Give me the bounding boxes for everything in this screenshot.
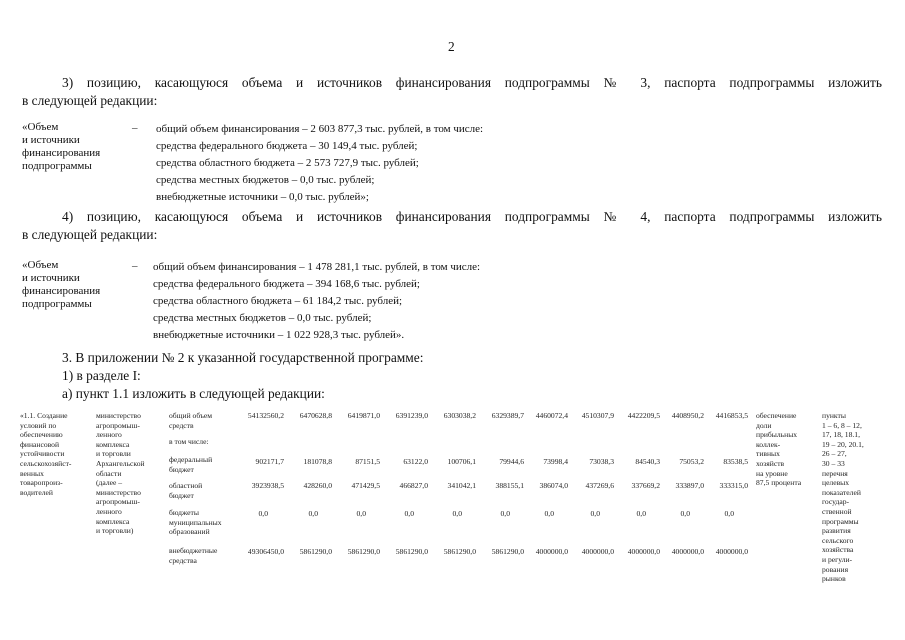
table-cell: 4000000,0	[715, 547, 748, 556]
table-cell: 4000000,0	[581, 547, 614, 556]
table-cell: 54132560,2	[247, 411, 284, 420]
cell-text: средства	[169, 555, 197, 565]
cell-text: 1 – 6, 8 – 12,	[822, 420, 862, 430]
cell-text: рынков	[822, 574, 846, 584]
cell-text: государ-	[822, 497, 850, 507]
table-cell: 5861290,0	[491, 547, 524, 556]
table-cell: 902171,7	[255, 457, 284, 466]
label-line: подпрограммы	[22, 298, 92, 310]
financing-item: средства областного бюджета – 61 184,2 тыс. рублей;	[153, 295, 403, 307]
row-label-federal	[169, 455, 212, 474]
cell-text: ственной	[822, 506, 852, 516]
section3-label	[22, 121, 100, 173]
cell-text: комплекса	[96, 516, 130, 526]
table-cell: 3923938,5	[251, 481, 284, 490]
label-line: финансирования	[22, 147, 101, 159]
table-col-event	[20, 411, 71, 497]
financing-item: внебюджетные источники – 0,0 тыс. рублей»;	[156, 191, 369, 203]
cell-text: средств	[169, 420, 194, 430]
financing-item: средства местных бюджетов – 0,0 тыс. рублей;	[153, 312, 372, 324]
table-cell: 181078,8	[303, 457, 332, 466]
section3-paragraph-line1: 3) позицию, касающуюся объема и источников финансирования подпрограммы № 3, паспорта подпрограммы изложить	[62, 75, 882, 90]
item3-subitem-1: 1) в разделе I:	[62, 368, 141, 383]
table-col-executor	[96, 411, 145, 536]
cell-text: в том числе:	[169, 437, 209, 446]
cell-text: 26 – 27,	[822, 449, 847, 459]
cell-text: 87,5 процента	[756, 478, 802, 488]
cell-text: сельскохозяйст-	[20, 458, 72, 468]
cell-text: ленного	[96, 430, 122, 440]
page-number: 2	[448, 39, 455, 54]
financing-item: общий объем финансирования – 2 603 877,3 тыс. рублей, в том числе:	[156, 123, 484, 135]
cell-text: 30 – 33	[822, 458, 845, 468]
table-cell: 4000000,0	[627, 547, 660, 556]
table-cell: 0,0	[356, 509, 366, 518]
row-label-municipal	[169, 508, 222, 537]
cell-text: обеспечение	[756, 411, 797, 420]
cell-text: бюджет	[169, 464, 194, 474]
cell-text: бюджет	[169, 490, 194, 500]
table-cell: 4000000,0	[671, 547, 704, 556]
table-cell: 0,0	[724, 509, 734, 518]
cell-text: программы	[822, 516, 859, 526]
table-cell: 341042,1	[447, 481, 476, 490]
table-cell: 471429,5	[351, 481, 380, 490]
cell-text: водителей	[20, 487, 53, 497]
table-cell: 337669,2	[631, 481, 660, 490]
cell-text: сельского	[822, 535, 854, 545]
table-cell: 49306450,0	[247, 547, 284, 556]
cell-text: перечня	[822, 468, 848, 478]
cell-text: агропромыш-	[96, 420, 140, 430]
cell-text: комплекса	[96, 439, 130, 449]
cell-text: коллек-	[756, 439, 781, 449]
cell-text: тивных	[756, 449, 780, 459]
cell-text: муниципальных	[169, 517, 222, 527]
table-cell: 6391239,0	[395, 411, 428, 420]
item3-subitem-2: а) пункт 1.1 изложить в следующей редакции:	[62, 386, 325, 401]
table-cell: 6329389,7	[491, 411, 524, 420]
table-cell: 333897,0	[675, 481, 704, 490]
table-cell: 5861290,0	[347, 547, 380, 556]
label-line: подпрограммы	[22, 160, 92, 172]
table-cell: 386074,0	[539, 481, 568, 490]
row-label-extrabudget	[169, 546, 217, 565]
section4-financing-list	[153, 259, 480, 344]
financing-item: общий объем финансирования – 1 478 281,1 тыс. рублей, в том числе:	[153, 261, 481, 273]
cell-text: министерство	[96, 487, 141, 497]
cell-text: развития	[822, 526, 851, 536]
table-col-points	[822, 411, 864, 584]
label-line: и источники	[22, 272, 80, 284]
cell-text: бюджеты	[169, 508, 199, 517]
row-label-total	[169, 411, 212, 430]
cell-text: рования	[822, 564, 849, 574]
cell-text: федеральный	[169, 455, 213, 464]
label-line: «Объем	[22, 259, 59, 271]
table-cell: 4000000,0	[535, 547, 568, 556]
cell-text: показателей	[822, 487, 861, 497]
financing-item: средства местных бюджетов – 0,0 тыс. рублей;	[156, 174, 375, 186]
table-cell: 428260,0	[303, 481, 332, 490]
table-cell: 0,0	[544, 509, 554, 518]
cell-text: Архангельской	[96, 458, 145, 468]
cell-text: 17, 18, 18.1,	[822, 430, 860, 440]
cell-text: (далее –	[96, 478, 123, 488]
cell-text: 19 – 20, 20.1,	[822, 439, 864, 449]
cell-text: условий по	[20, 420, 57, 430]
cell-text: области	[96, 468, 122, 478]
cell-text: хозяйств	[756, 458, 785, 468]
section3-dash: –	[132, 122, 138, 134]
section4-paragraph-line1: 4) позицию, касающуюся объема и источников финансирования подпрограммы № 4, паспорта подпрограммы изложить	[62, 209, 882, 224]
label-line: «Объем	[22, 121, 59, 133]
table-cell: 0,0	[452, 509, 462, 518]
table-cell: 6303038,2	[443, 411, 476, 420]
cell-text: общий объем	[169, 411, 213, 420]
row-label-regional	[169, 481, 202, 500]
cell-text: и регули-	[822, 554, 853, 564]
cell-text: прибыльных	[756, 430, 798, 440]
table-cell: 0,0	[636, 509, 646, 518]
table-col-result	[756, 411, 801, 488]
table-cell: 4422209,5	[627, 411, 660, 420]
cell-text: и торговли)	[96, 526, 134, 536]
table-cell: 4460072,4	[535, 411, 568, 420]
table-cell: 73998,4	[543, 457, 568, 466]
cell-text: обеспечению	[20, 430, 63, 440]
table-cell: 84540,3	[635, 457, 660, 466]
table-cell: 5861290,0	[299, 547, 332, 556]
table-cell: 63122,0	[403, 457, 428, 466]
table-cell: 5861290,0	[443, 547, 476, 556]
cell-text: венных	[20, 468, 44, 478]
financing-item: средства областного бюджета – 2 573 727,9 тыс. рублей;	[156, 157, 419, 169]
cell-text: внебюджетные	[169, 546, 218, 555]
table-cell: 0,0	[258, 509, 268, 518]
table-cell: 0,0	[680, 509, 690, 518]
table-cell: 6419871,0	[347, 411, 380, 420]
table-cell: 4408950,2	[671, 411, 704, 420]
table-cell: 4510307,9	[581, 411, 614, 420]
cell-text: устойчивости	[20, 449, 65, 459]
table-cell: 0,0	[404, 509, 414, 518]
cell-text: ленного	[96, 506, 122, 516]
cell-text: министерство	[96, 411, 141, 420]
table-cell: 75053,2	[679, 457, 704, 466]
table-cell: 73038,3	[589, 457, 614, 466]
table-cell: 6470628,8	[299, 411, 332, 420]
cell-text: образований	[169, 527, 210, 537]
table-cell: 83538,5	[723, 457, 748, 466]
table-cell: 0,0	[590, 509, 600, 518]
cell-text: финансовой	[20, 439, 60, 449]
cell-text: пункты	[822, 411, 846, 420]
financing-item: внебюджетные источники – 1 022 928,3 тыс. рублей».	[153, 329, 405, 341]
cell-text: «1.1. Создание	[20, 411, 68, 420]
table-cell: 79944,6	[499, 457, 524, 466]
section4-dash: –	[132, 260, 138, 272]
table-cell: 4416853,5	[715, 411, 748, 420]
table-cell: 0,0	[308, 509, 318, 518]
section3-paragraph-line2: в следующей редакции:	[22, 93, 158, 108]
financing-item: средства федерального бюджета – 394 168,6 тыс. рублей;	[153, 278, 420, 290]
cell-text: хозяйства	[822, 545, 854, 555]
cell-text: доли	[756, 420, 772, 430]
table-cell: 437269,6	[585, 481, 614, 490]
section4-paragraph-line2: в следующей редакции:	[22, 227, 158, 242]
cell-text: агропромыш-	[96, 497, 140, 507]
cell-text: целевых	[822, 478, 850, 488]
cell-text: и торговли	[96, 449, 131, 459]
table-cell: 333315,0	[719, 481, 748, 490]
financing-item: средства федерального бюджета – 30 149,4 тыс. рублей;	[156, 140, 418, 152]
label-line: и источники	[22, 134, 80, 146]
section4-label	[22, 259, 100, 311]
section3-financing-list	[156, 121, 483, 206]
cell-text: товаропроиз-	[20, 478, 63, 488]
cell-text: на уровне	[756, 468, 788, 478]
item3-heading: 3. В приложении № 2 к указанной государственной программе:	[62, 350, 424, 365]
table-cell: 87151,5	[355, 457, 380, 466]
table-cell: 388155,1	[495, 481, 524, 490]
label-line: финансирования	[22, 285, 101, 297]
table-cell: 5861290,0	[395, 547, 428, 556]
cell-text: областной	[169, 481, 203, 490]
table-cell: 466827,0	[399, 481, 428, 490]
table-cell: 0,0	[500, 509, 510, 518]
table-cell: 100706,1	[447, 457, 476, 466]
row-label-including	[169, 437, 209, 447]
